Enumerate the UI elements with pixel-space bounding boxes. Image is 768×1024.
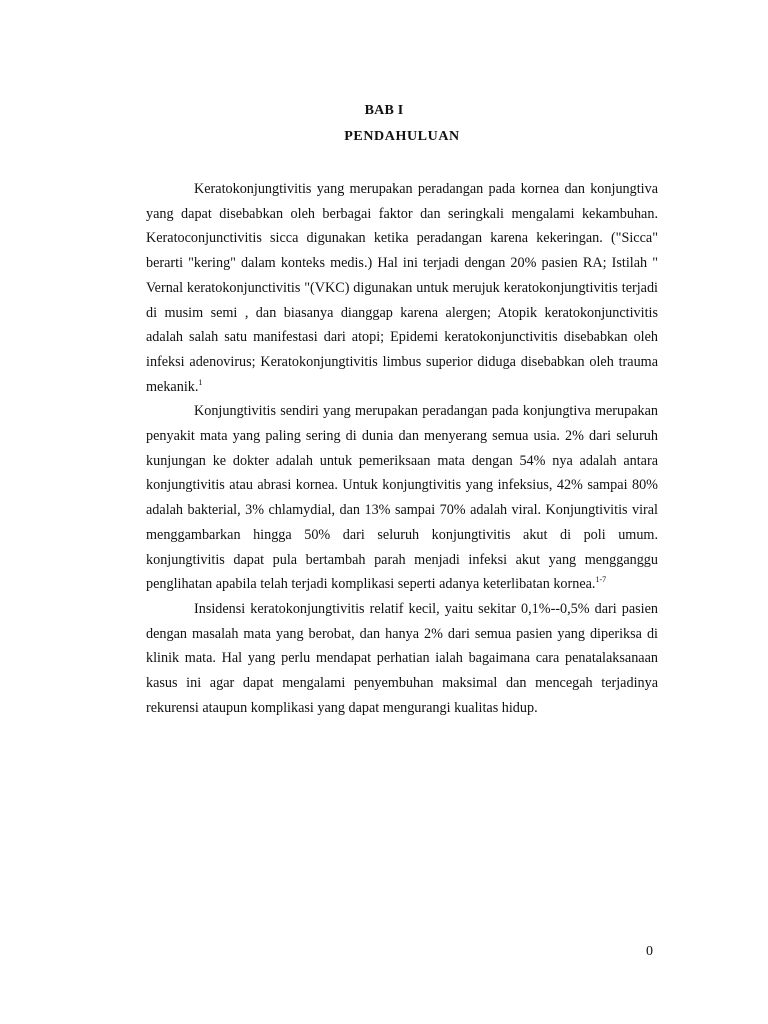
body-text <box>146 177 658 720</box>
paragraph-1 <box>146 177 658 399</box>
paragraph-3 <box>146 597 658 721</box>
paragraph-text: Insidensi keratokonjungtivitis relatif kecil, yaitu sekitar 0,1%--0,5% dari pasien dengan masalah mata yang berobat, dan hanya 2% dari semua pasien yang diperiksa di klinik mata. Hal yang perlu mendapat perhatian ialah bagaimana cara penatalaksanaan kasus ini agar dapat mengalami penyembuhan maksimal dan mencegah terjadinya rekurensi ataupun komplikasi yang dapat mengurangi kualitas hidup. <box>146 600 658 716</box>
page-number: 0 <box>646 944 653 959</box>
chapter-title: PENDAHULUAN <box>344 129 460 144</box>
paragraph-text: Konjungtivitis sendiri yang merupakan peradangan pada konjungtiva merupakan penyakit mata yang paling sering di dunia dan menyerang semua usia. 2% dari seluruh kunjungan ke dokter adalah untuk pemeriksaan mata dengan 54% nya adalah antara konjungtivitis atau abrasi kornea. Untuk konjungtivitis yang infeksius, 42% sampai 80% adalah bakterial, 3% chlamydial, dan 13% sampai 70% adalah viral. Konjungtivitis viral menggambarkan hingga 50% dari seluruh konjungtivitis akut di poli umum. konjungtivitis dapat pula bertambah parah menjadi infeksi akut yang mengganggu penglihatan apabila telah terjadi komplikasi seperti adanya keterlibatan kornea. <box>146 403 658 593</box>
citation-superscript: 1 <box>198 377 203 387</box>
citation-superscript: 1-7 <box>595 575 607 585</box>
paragraph-text: Keratokonjungtivitis yang merupakan peradangan pada kornea dan konjungtiva yang dapat disebabkan oleh berbagai faktor dan seringkali mengalami kekambuhan. Keratoconjunctivitis sicca digunakan ketika peradangan karena kekeringan. ("Sicca" berarti "kering" dalam konteks medis.) Hal ini terjadi dengan 20% pasien RA; Istilah " Vernal keratokonjunctivitis "(VKC) digunakan untuk merujuk keratokonjungtivitis terjadi di musim semi , dan biasanya dianggap karena alergen; Atopik keratokonjunctivitis adalah salah satu manifestasi dari atopi; Epidemi keratokonjunctivitis disebabkan oleh infeksi adenovirus; Keratokonjungtivitis limbus superior diduga disebabkan oleh trauma mekanik. <box>146 181 658 395</box>
paragraph-2 <box>146 399 658 597</box>
chapter-number: BAB I <box>364 103 404 118</box>
